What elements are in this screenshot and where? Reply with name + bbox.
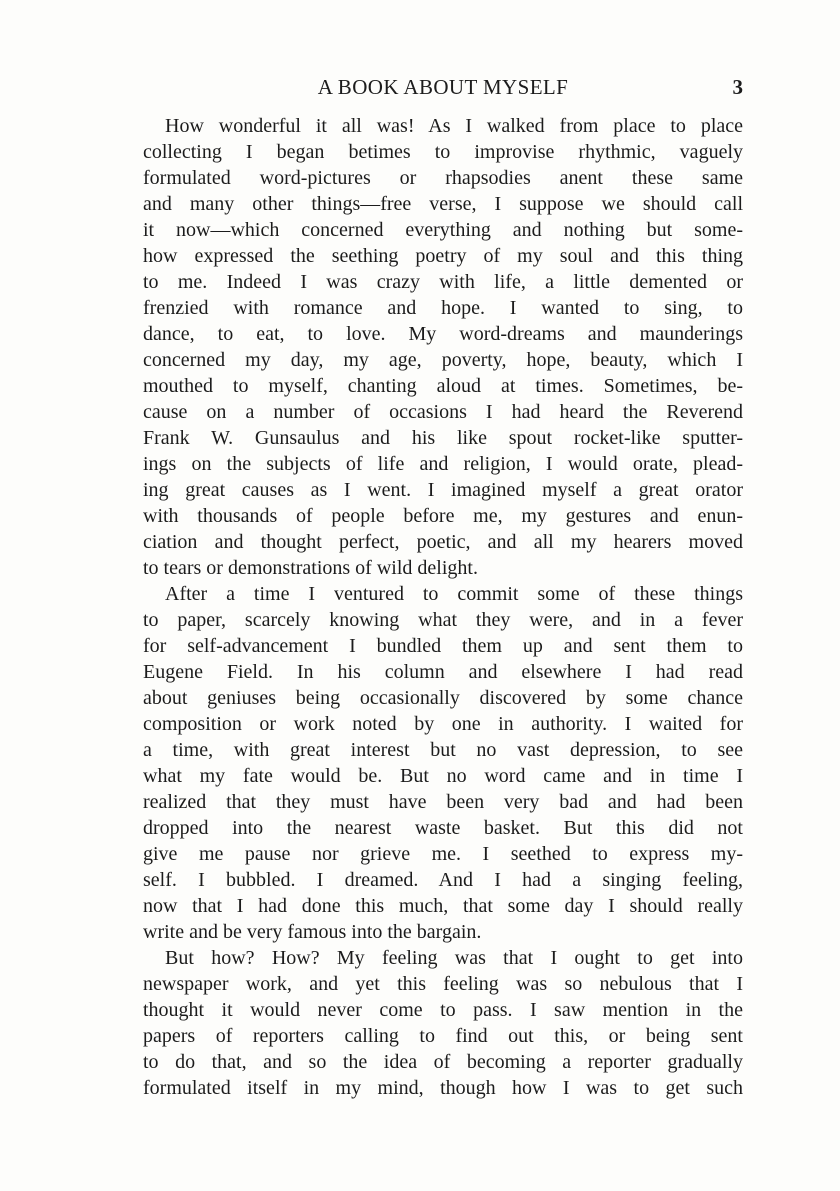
- text-line: After a time I ventured to commit some of these things: [165, 583, 743, 605]
- text-line: to do that, and so the idea of becoming a reporter gradually: [143, 1051, 743, 1073]
- paragraph: [143, 581, 743, 945]
- body-text: [143, 113, 743, 1101]
- text-line: ciation and thought perfect, poetic, and all my hearers moved: [143, 531, 743, 553]
- text-line: a time, with great interest but no vast depression, to see: [143, 739, 743, 761]
- text-line: it now—which concerned everything and nothing but some-: [143, 219, 743, 241]
- text-line: realized that they must have been very bad and had been: [143, 791, 743, 813]
- text-line: How wonderful it all was! As I walked from place to place: [165, 115, 743, 137]
- text-line: to tears or demonstrations of wild delight.: [143, 557, 478, 579]
- text-line: now that I had done this much, that some day I should really: [143, 895, 743, 917]
- text-line: and many other things—free verse, I suppose we should call: [143, 193, 743, 215]
- text-line: ing great causes as I went. I imagined myself a great orator: [143, 479, 743, 501]
- text-line: mouthed to myself, chanting aloud at times. Sometimes, be-: [143, 375, 743, 397]
- text-line: Frank W. Gunsaulus and his like spout rocket-like sputter-: [143, 427, 743, 449]
- paragraph: [143, 945, 743, 1101]
- text-line: dropped into the nearest waste basket. But this did not: [143, 817, 743, 839]
- text-line: to paper, scarcely knowing what they were, and in a fever: [143, 609, 743, 631]
- text-line: what my fate would be. But no word came and in time I: [143, 765, 743, 787]
- text-line: for self-advancement I bundled them up and sent them to: [143, 635, 743, 657]
- text-line: Eugene Field. In his column and elsewhere I had read: [143, 661, 743, 683]
- text-line: give me pause nor grieve me. I seethed to express my-: [143, 843, 743, 865]
- text-line: thought it would never come to pass. I saw mention in the: [143, 999, 743, 1021]
- page-number: 3: [732, 75, 743, 99]
- text-line: with thousands of people before me, my gestures and enun-: [143, 505, 743, 527]
- text-line: formulated itself in my mind, though how I was to get such: [143, 1077, 743, 1099]
- running-title: A BOOK ABOUT MYSELF: [317, 75, 569, 99]
- text-line: frenzied with romance and hope. I wanted to sing, to: [143, 297, 743, 319]
- text-line: formulated word-pictures or rhapsodies anent these same: [143, 167, 743, 189]
- text-line: self. I bubbled. I dreamed. And I had a singing feeling,: [143, 869, 743, 891]
- text-line: cause on a number of occasions I had heard the Reverend: [143, 401, 743, 423]
- text-line: collecting I began betimes to improvise rhythmic, vaguely: [143, 141, 743, 163]
- text-line: composition or work noted by one in authority. I waited for: [143, 713, 743, 735]
- text-line: how expressed the seething poetry of my soul and this thing: [143, 245, 743, 267]
- running-head: [143, 72, 743, 102]
- text-line: But how? How? My feeling was that I ought to get into: [165, 947, 743, 969]
- text-line: to me. Indeed I was crazy with life, a little demented or: [143, 271, 743, 293]
- text-line: ings on the subjects of life and religion, I would orate, plead-: [143, 453, 743, 475]
- paragraph: [143, 113, 743, 581]
- text-line: about geniuses being occasionally discovered by some chance: [143, 687, 743, 709]
- text-line: papers of reporters calling to find out this, or being sent: [143, 1025, 743, 1047]
- text-line: dance, to eat, to love. My word-dreams and maunderings: [143, 323, 743, 345]
- text-line: newspaper work, and yet this feeling was so nebulous that I: [143, 973, 743, 995]
- text-line: concerned my day, my age, poverty, hope, beauty, which I: [143, 349, 743, 371]
- text-line: write and be very famous into the bargain.: [143, 921, 482, 943]
